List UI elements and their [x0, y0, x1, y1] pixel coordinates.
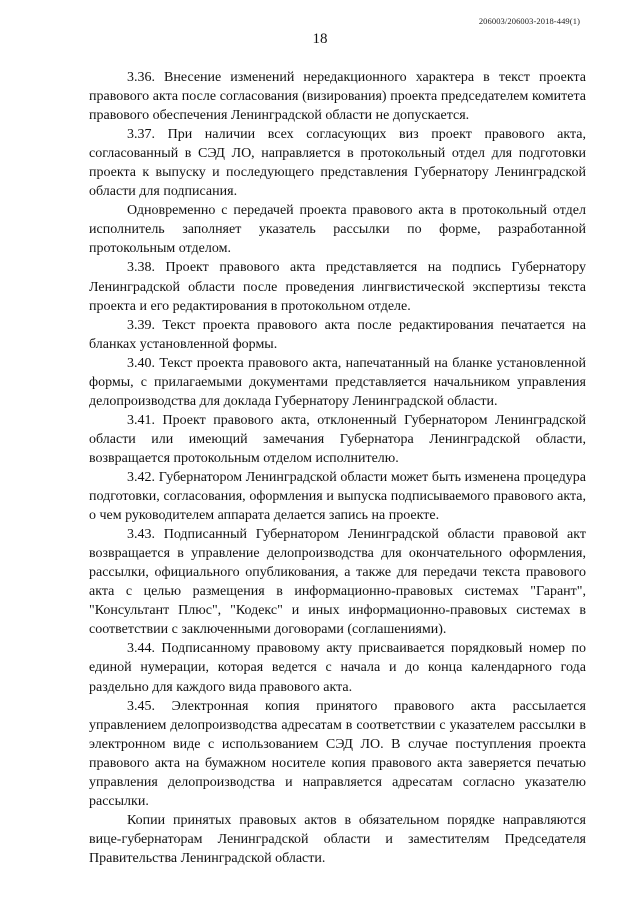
- paragraph-3-45: 3.45. Электронная копия принятого правового акта рассылается управлением делопроизводства адресатам в соответствии с указателем рассылки в электронном виде с использованием СЭД ЛО. В случае поступления проекта правового акта на бумажном носителе копия правового акта заверяется печатью управления делопроизводства и направляется адресатам согласно указателю рассылки.: [89, 698, 586, 809]
- paragraph-3-45-continued: Копии принятых правовых актов в обязательном порядке направляются вице-губернаторам Ленинградской области и заместителям Председателя Правительства Ленинградской области.: [89, 812, 586, 866]
- paragraph-3-38: 3.38. Проект правового акта представляется на подпись Губернатору Ленинградской области после проведения лингвистической экспертизы текста проекта и его редактирования в протокольном отделе.: [89, 260, 586, 314]
- paragraph-3-36: 3.36. Внесение изменений нередакционного характера в текст проекта правового акта после согласования (визирования) проекта председателем комитета правового обеспечения Ленинградской области не допускается.: [89, 70, 586, 124]
- document-body: [89, 68, 586, 868]
- paragraph-3-40: 3.40. Текст проекта правового акта, напечатанный на бланке установленной формы, с прилагаемыми документами представляется начальником управления делопроизводства для доклада Губернатору Ленинградской области.: [89, 355, 586, 409]
- paragraph-3-44: 3.44. Подписанному правовому акту присваивается порядковый номер по единой нумерации, которая ведется с начала и до конца календарного года раздельно для каждого вида правового акта.: [89, 641, 586, 695]
- paragraph-3-41: 3.41. Проект правового акта, отклоненный Губернатором Ленинградской области или имеющий замечания Губернатора Ленинградской области, возвращается протокольным отделом исполнителю.: [89, 412, 586, 466]
- paragraph-3-43: 3.43. Подписанный Губернатором Ленинградской области правовой акт возвращается в управление делопроизводства для окончательного оформления, рассылки, официального опубликования, а также для передачи текста правового акта с целью размещения в информационно-правовых системах "Гарант", "Консультант Плюс", "Кодекс" и иных информационно-правовых системах в соответствии с заключенными договорами (соглашениями).: [89, 527, 586, 638]
- paragraph-3-42: 3.42. Губернатором Ленинградской области может быть изменена процедура подготовки, согласования, оформления и выпуска подписываемого правового акта, о чем руководителем аппарата делается запись на проекте.: [89, 469, 586, 524]
- paragraph-3-39: 3.39. Текст проекта правового акта после редактирования печатается на бланках установленной формы.: [89, 317, 586, 352]
- paragraph-3-37: 3.37. При наличии всех согласующих виз проект правового акта, согласованный в СЭД ЛО, направляется в протокольный отдел для подготовки проекта к выпуску и последующего представления Губернатору Ленинградской области для подписания.: [89, 127, 586, 200]
- paragraph-3-37-continued: Одновременно с передачей проекта правового акта в протокольный отдел исполнитель заполняет указатель рассылки по форме, разработанной протокольным отделом.: [89, 203, 586, 257]
- document-id: 206003/206003-2018-449(1): [478, 16, 580, 26]
- page-number: 18: [312, 31, 328, 47]
